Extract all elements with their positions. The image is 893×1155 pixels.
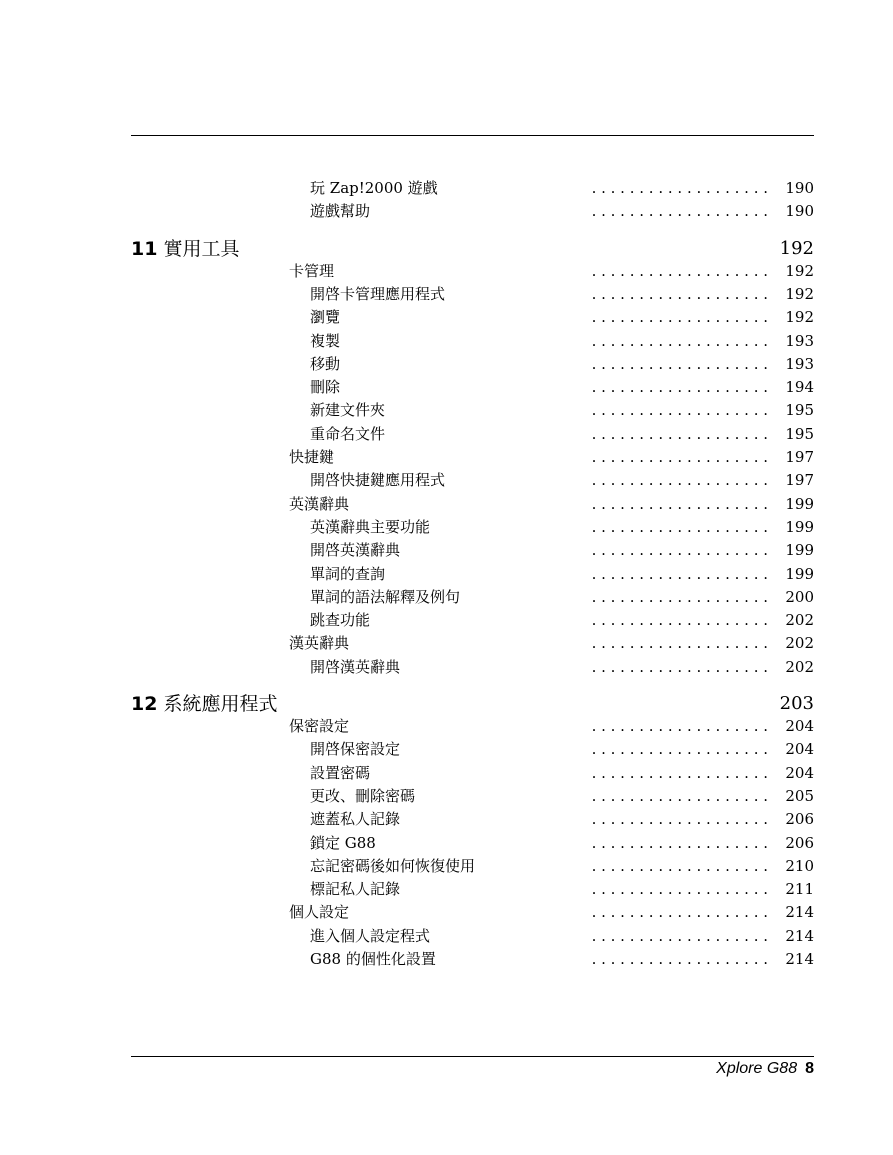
leader-dots: . . . . . . . . . . . . . . . . . . . xyxy=(591,880,768,899)
chapter-title-text: 實用工具 xyxy=(163,237,240,260)
footer-page-number: 8 xyxy=(805,1060,814,1077)
toc-entry-label: 開啓卡管理應用程式 xyxy=(310,284,446,303)
toc-entry-label: 快捷鍵 xyxy=(289,448,335,466)
toc-entry-page-number: 214 xyxy=(785,926,814,945)
toc-entry-label: 玩 Zap!2000 遊戲 xyxy=(310,179,438,197)
toc-entry-page-number: 211 xyxy=(785,880,814,899)
leader-dots: . . . . . . . . . . . . . . . . . . . xyxy=(591,284,768,303)
toc-subsection-entry[interactable] xyxy=(310,376,814,398)
toc-subsection-entry[interactable] xyxy=(310,878,814,900)
toc-entry-page-number: 200 xyxy=(785,587,814,606)
leader-dots: . . . . . . . . . . . . . . . . . . . xyxy=(591,740,768,759)
toc-subsection-entry[interactable] xyxy=(310,330,814,352)
toc-section-entry[interactable] xyxy=(289,632,814,654)
toc-entry-page-number: 199 xyxy=(785,517,814,536)
toc-entry-label: 卡管理 xyxy=(289,261,335,280)
toc-subsection-entry[interactable] xyxy=(310,516,814,538)
toc-entry-page-number: 194 xyxy=(785,378,814,397)
leader-dots: . . . . . . . . . . . . . . . . . . . xyxy=(591,308,768,327)
toc-entry-label: 設置密碼 xyxy=(310,763,371,782)
leader-dots: . . . . . . . . . . . . . . . . . . . xyxy=(591,261,768,280)
leader-dots: . . . . . . . . . . . . . . . . . . . xyxy=(591,541,768,560)
chapter-heading[interactable] xyxy=(131,237,814,261)
toc-entry-label: 更改、刪除密碼 xyxy=(310,786,416,805)
toc-entry-label: 新建文件夾 xyxy=(310,401,386,420)
toc-subsection-entry[interactable] xyxy=(310,353,814,375)
leader-dots: . . . . . . . . . . . . . . . . . . . xyxy=(591,517,768,536)
toc-entry-label: 英漢辭典主要功能 xyxy=(310,517,431,536)
toc-entry-page-number: 197 xyxy=(785,448,814,466)
chapter-heading[interactable] xyxy=(131,692,814,716)
toc-entry-label: 重命名文件 xyxy=(310,424,386,443)
toc-subsection-entry[interactable] xyxy=(310,738,814,760)
chapter-page-number: 192 xyxy=(779,237,814,259)
leader-dots: . . . . . . . . . . . . . . . . . . . xyxy=(591,856,768,875)
toc-entry-page-number: 195 xyxy=(785,401,814,420)
toc-subsection-entry[interactable] xyxy=(310,399,814,421)
toc-subsection-entry[interactable] xyxy=(310,855,814,877)
leader-dots: . . . . . . . . . . . . . . . . . . . xyxy=(591,763,768,782)
toc-entry-label: 複製 xyxy=(310,331,341,350)
toc-subsection-entry[interactable] xyxy=(310,563,814,585)
page-footer xyxy=(716,1058,814,1080)
leader-dots: . . . . . . . . . . . . . . . . . . . xyxy=(591,611,768,630)
toc-subsection-entry[interactable] xyxy=(310,832,814,854)
leader-dots: . . . . . . . . . . . . . . . . . . . xyxy=(591,354,768,373)
toc-entry-label: 刪除 xyxy=(310,378,341,397)
chapter-title xyxy=(131,237,239,261)
leader-dots: . . . . . . . . . . . . . . . . . . . xyxy=(591,564,768,583)
toc-entry-label: 漢英辭典 xyxy=(289,634,350,653)
toc-entry-page-number: 204 xyxy=(785,763,814,782)
toc-subsection-entry[interactable] xyxy=(310,609,814,631)
toc-subsection-entry[interactable] xyxy=(310,283,814,305)
toc-entry-page-number: 214 xyxy=(785,950,814,968)
leader-dots: . . . . . . . . . . . . . . . . . . . xyxy=(591,471,768,490)
toc-entry-label: 遮蓋私人記錄 xyxy=(310,810,401,829)
toc-entry-page-number: 199 xyxy=(785,564,814,583)
toc-entry-label: 遊戲幫助 xyxy=(310,202,371,221)
leader-dots: . . . . . . . . . . . . . . . . . . . xyxy=(591,378,768,397)
leader-dots: . . . . . . . . . . . . . . . . . . . xyxy=(591,331,768,350)
toc-entry-page-number: 206 xyxy=(785,833,814,852)
toc-entry-page-number: 205 xyxy=(785,786,814,805)
toc-entry-label: 開啓快捷鍵應用程式 xyxy=(310,471,446,490)
toc-section-entry[interactable] xyxy=(289,901,814,923)
toc-entry-page-number: 206 xyxy=(785,810,814,829)
toc-entry-label: 個人設定 xyxy=(289,903,350,922)
toc-entry-page-number: 214 xyxy=(785,903,814,922)
leader-dots: . . . . . . . . . . . . . . . . . . . xyxy=(591,926,768,945)
toc-subsection-entry[interactable] xyxy=(310,200,814,222)
toc-entry-label: 英漢辭典 xyxy=(289,494,350,513)
toc-entry-label: 鎖定 G88 xyxy=(310,833,376,852)
chapter-number: 11 xyxy=(131,237,158,260)
toc-section-entry[interactable] xyxy=(289,493,814,515)
toc-entry-page-number: 192 xyxy=(785,261,814,280)
toc-subsection-entry[interactable] xyxy=(310,539,814,561)
toc-entry-page-number: 202 xyxy=(785,634,814,653)
toc-subsection-entry[interactable] xyxy=(310,925,814,947)
toc-subsection-entry[interactable] xyxy=(310,469,814,491)
toc-subsection-entry[interactable] xyxy=(310,586,814,608)
leader-dots: . . . . . . . . . . . . . . . . . . . xyxy=(591,401,768,420)
toc-entry-page-number: 210 xyxy=(785,856,814,875)
toc-entry-page-number: 190 xyxy=(785,202,814,221)
leader-dots: . . . . . . . . . . . . . . . . . . . xyxy=(591,717,768,735)
toc-section-entry[interactable] xyxy=(289,446,814,468)
toc-subsection-entry[interactable] xyxy=(310,948,814,970)
toc-entry-page-number: 195 xyxy=(785,424,814,443)
chapter-title-text: 系統應用程式 xyxy=(163,693,278,715)
toc-section-entry[interactable] xyxy=(289,260,814,282)
toc-entry-page-number: 190 xyxy=(785,179,814,197)
leader-dots: . . . . . . . . . . . . . . . . . . . xyxy=(591,587,768,606)
footer-rule xyxy=(131,1056,814,1057)
toc-subsection-entry[interactable] xyxy=(310,785,814,807)
chapter-number: 12 xyxy=(131,693,158,715)
toc-entry-label: 移動 xyxy=(310,354,341,373)
leader-dots: . . . . . . . . . . . . . . . . . . . xyxy=(591,903,768,922)
leader-dots: . . . . . . . . . . . . . . . . . . . xyxy=(591,494,768,513)
toc-section-entry[interactable] xyxy=(289,715,814,737)
toc-entry-label: 單詞的查詢 xyxy=(310,564,386,583)
leader-dots: . . . . . . . . . . . . . . . . . . . xyxy=(591,657,768,676)
leader-dots: . . . . . . . . . . . . . . . . . . . xyxy=(591,448,768,466)
toc-entry-label: 開啓漢英辭典 xyxy=(310,657,401,676)
leader-dots: . . . . . . . . . . . . . . . . . . . xyxy=(591,950,768,968)
leader-dots: . . . . . . . . . . . . . . . . . . . xyxy=(591,202,768,221)
leader-dots: . . . . . . . . . . . . . . . . . . . xyxy=(591,424,768,443)
toc-entry-page-number: 204 xyxy=(785,740,814,759)
toc-entry-page-number: 199 xyxy=(785,541,814,560)
toc-entry-page-number: 193 xyxy=(785,331,814,350)
toc-entry-label: 忘記密碼後如何恢復使用 xyxy=(310,856,476,875)
toc-subsection-entry[interactable] xyxy=(310,656,814,678)
toc-entry-page-number: 192 xyxy=(785,308,814,327)
leader-dots: . . . . . . . . . . . . . . . . . . . xyxy=(591,810,768,829)
leader-dots: . . . . . . . . . . . . . . . . . . . xyxy=(591,786,768,805)
toc-subsection-entry[interactable] xyxy=(310,423,814,445)
footer-product-name: Xplore G88 xyxy=(716,1060,798,1077)
toc-entry-label: 開啓保密設定 xyxy=(310,740,401,759)
toc-entry-page-number: 204 xyxy=(785,717,814,735)
toc-subsection-entry[interactable] xyxy=(310,808,814,830)
toc-entry-page-number: 202 xyxy=(785,611,814,630)
toc-entry-page-number: 192 xyxy=(785,284,814,303)
toc-subsection-entry[interactable] xyxy=(310,762,814,784)
toc-entry-label: 保密設定 xyxy=(289,717,350,735)
toc-subsection-entry[interactable] xyxy=(310,306,814,328)
toc-entry-label: 跳查功能 xyxy=(310,611,371,630)
toc-subsection-entry[interactable] xyxy=(310,177,814,199)
toc-entry-label: 標記私人記錄 xyxy=(310,880,401,899)
leader-dots: . . . . . . . . . . . . . . . . . . . xyxy=(591,179,768,197)
toc-entry-page-number: 199 xyxy=(785,494,814,513)
toc-entry-label: 開啓英漢辭典 xyxy=(310,541,401,560)
toc-entry-page-number: 197 xyxy=(785,471,814,490)
chapter-page-number: 203 xyxy=(779,693,814,714)
toc-entry-label: G88 的個性化設置 xyxy=(310,950,436,968)
toc-entry-page-number: 193 xyxy=(785,354,814,373)
chapter-title xyxy=(131,692,277,716)
toc-entry-label: 瀏覽 xyxy=(310,308,341,327)
leader-dots: . . . . . . . . . . . . . . . . . . . xyxy=(591,634,768,653)
leader-dots: . . . . . . . . . . . . . . . . . . . xyxy=(591,833,768,852)
toc-entry-page-number: 202 xyxy=(785,657,814,676)
toc-entry-label: 進入個人設定程式 xyxy=(310,926,431,945)
toc-entry-label: 單詞的語法解釋及例句 xyxy=(310,587,461,606)
